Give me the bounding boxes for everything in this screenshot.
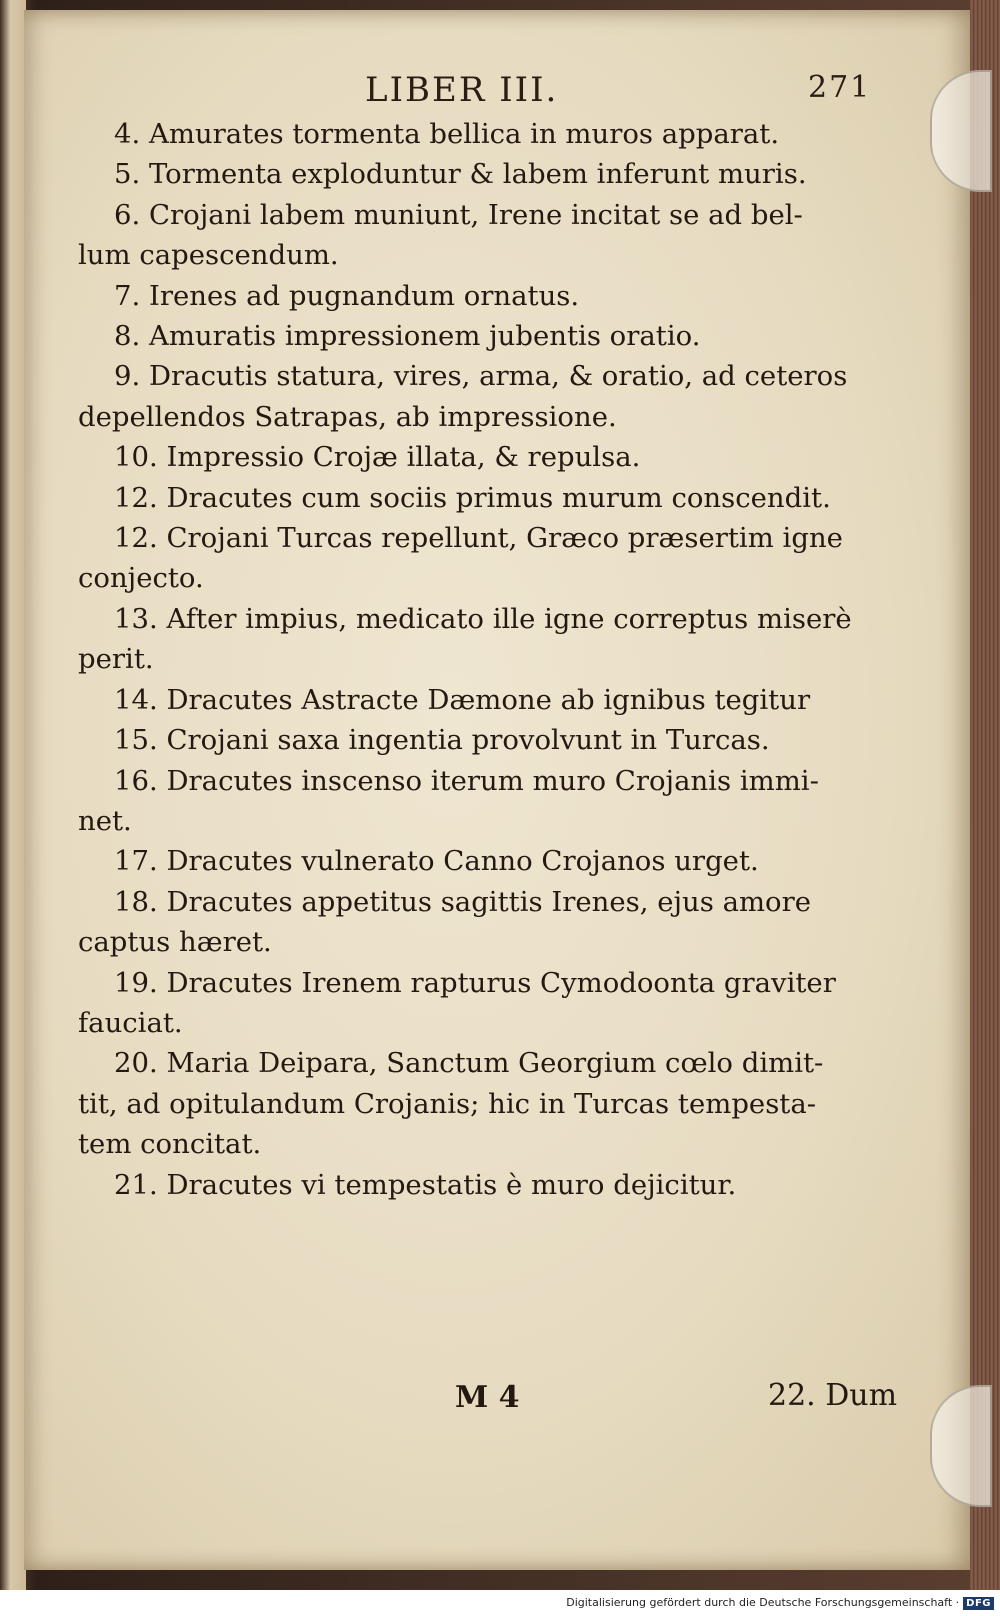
- summary-entry: [78, 276, 878, 316]
- entry-line: captus hæret.: [78, 926, 272, 959]
- dfg-logo: DFG: [963, 1597, 994, 1610]
- entry-line: perit.: [78, 643, 154, 676]
- entry-line: 5. Tormenta exploduntur & labem inferunt muris.: [114, 158, 807, 191]
- page-footer: [0, 1380, 974, 1420]
- summary-entry: [78, 680, 878, 720]
- entry-line: lum capescendum.: [78, 239, 339, 272]
- page-header: [0, 70, 974, 110]
- summary-entry: [78, 720, 878, 760]
- signature-mark: M 4: [455, 1380, 520, 1415]
- chapter-summary-list: [78, 114, 878, 1205]
- previous-page-edge: [0, 0, 26, 1590]
- summary-entry: [78, 1043, 878, 1164]
- summary-entry: [78, 195, 878, 276]
- page-number: 271: [808, 70, 872, 105]
- summary-entry: [78, 1165, 878, 1205]
- entry-line: tit, ad opitulandum Crojanis; hic in Turcas tempesta-: [78, 1087, 817, 1120]
- summary-entry: [78, 437, 878, 477]
- entry-line: 17. Dracutes vulnerato Canno Crojanos urget.: [114, 845, 759, 878]
- digitization-credit: [0, 1590, 1000, 1616]
- entry-line: depellendos Satrapas, ab impressione.: [78, 400, 617, 433]
- entry-line: 7. Irenes ad pugnandum ornatus.: [114, 279, 580, 312]
- credit-text: Digitalisierung gefördert durch die Deutsche Forschungsgemeinschaft ·: [566, 1596, 960, 1609]
- summary-entry: [78, 518, 878, 599]
- summary-entry: [78, 316, 878, 356]
- entry-line: fauciat.: [78, 1006, 183, 1039]
- summary-entry: [78, 478, 878, 518]
- running-head: LIBER III.: [365, 70, 559, 110]
- summary-entry: [78, 356, 878, 437]
- entry-line: conjecto.: [78, 562, 204, 595]
- summary-entry: [78, 882, 878, 963]
- entry-line: 10. Impressio Crojæ illata, & repulsa.: [114, 441, 641, 474]
- summary-entry: [78, 114, 878, 154]
- entry-line: 4. Amurates tormenta bellica in muros apparat.: [114, 118, 780, 150]
- summary-entry: [78, 841, 878, 881]
- entry-line: 21. Dracutes vi tempestatis è muro dejicitur.: [114, 1168, 737, 1201]
- entry-line: 8. Amuratis impressionem jubentis oratio.: [114, 320, 701, 353]
- summary-entry: [78, 154, 878, 194]
- entry-line: 15. Crojani saxa ingentia provolvunt in Turcas.: [114, 724, 770, 757]
- entry-line: 19. Dracutes Irenem rapturus Cymodoonta graviter: [114, 966, 836, 999]
- summary-entry: [78, 963, 878, 1044]
- entry-line: tem concitat.: [78, 1128, 262, 1161]
- entry-line: 20. Maria Deipara, Sanctum Georgium cœlo dimit-: [114, 1047, 824, 1080]
- catchword: 22. Dum: [768, 1378, 898, 1413]
- entry-line: 18. Dracutes appetitus sagittis Irenes, ejus amore: [114, 885, 812, 918]
- entry-line: net.: [78, 804, 132, 837]
- entry-line: 14. Dracutes Astracte Dæmone ab ignibus tegitur: [114, 683, 811, 716]
- entry-line: 12. Crojani Turcas repellunt, Græco præsertim igne: [114, 522, 843, 555]
- entry-line: 16. Dracutes inscenso iterum muro Crojanis immi-: [114, 764, 819, 797]
- entry-line: 12. Dracutes cum sociis primus murum conscendit.: [114, 481, 831, 514]
- book-fore-edge: [970, 0, 1000, 1590]
- entry-line: 6. Crojani labem muniunt, Irene incitat se ad bel-: [114, 198, 803, 231]
- entry-line: 13. After impius, medicato ille igne correptus miserè: [114, 602, 852, 635]
- entry-line: 9. Dracutis statura, vires, arma, & oratio, ad ceteros: [114, 360, 848, 393]
- summary-entry: [78, 761, 878, 842]
- summary-entry: [78, 599, 878, 680]
